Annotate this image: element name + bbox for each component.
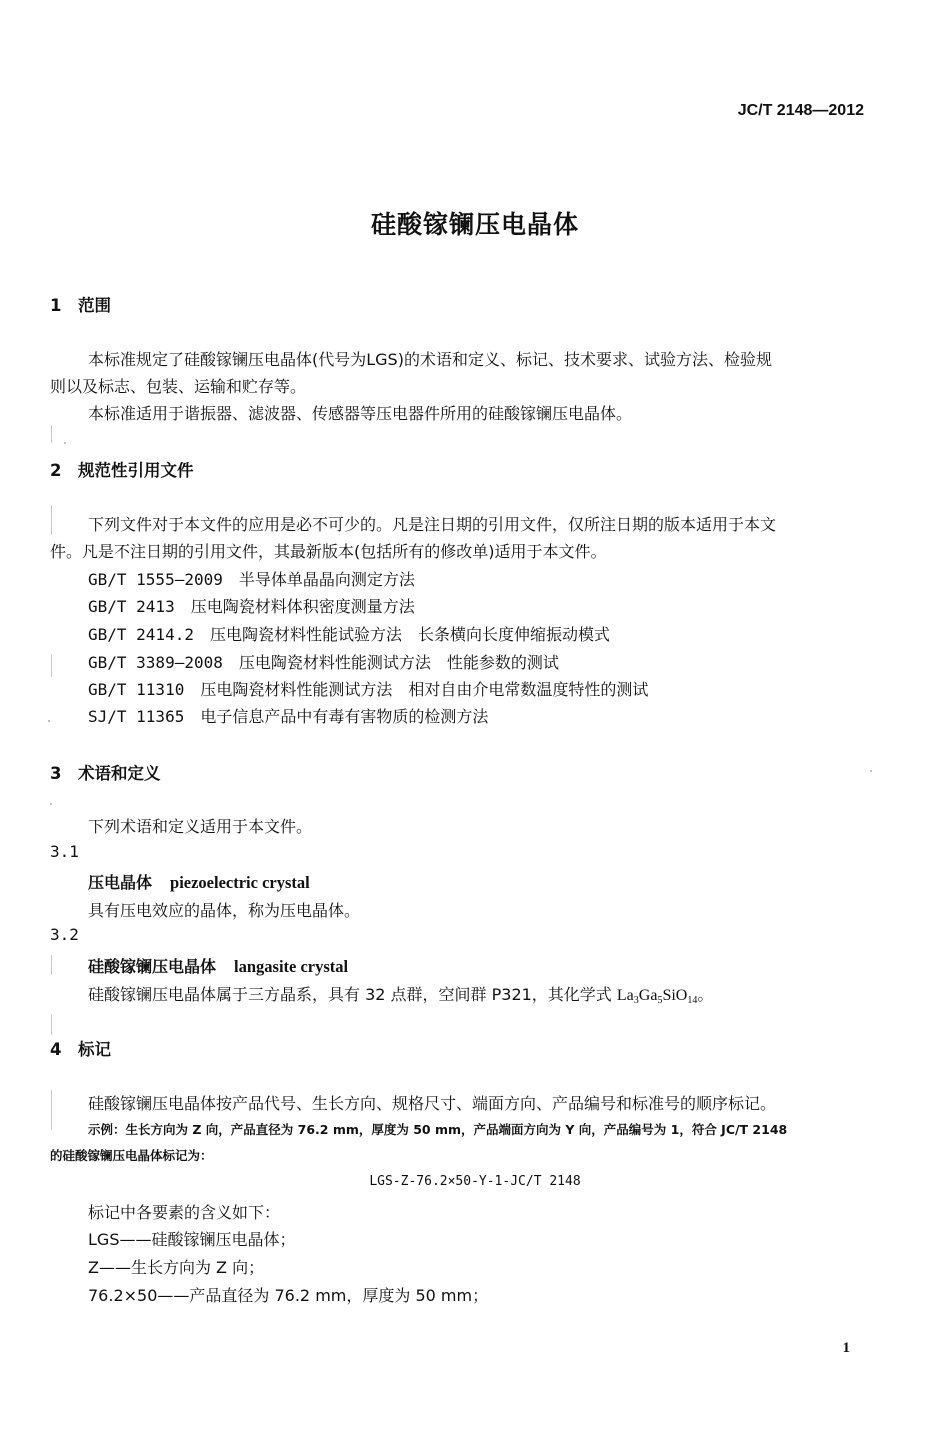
scope-paragraph-2: 本标准适用于谐振器、滤波器、传感器等压电器件所用的硅酸镓镧压电晶体。 [88, 404, 633, 423]
section-title: 术语和定义 [78, 764, 161, 783]
scan-artifact [51, 955, 52, 975]
scan-artifact [51, 505, 52, 535]
term-number: 3.2 [50, 925, 79, 944]
normative-intro-line-1: 下列文件对于本文件的应用是必不可少的。凡是注日期的引用文件，仅所注日期的版本适用于本文 [88, 515, 777, 534]
term-english: piezoelectric crystal [170, 873, 310, 892]
term-chinese: 硅酸镓镧压电晶体 [88, 957, 217, 976]
standard-number: JC/T 2148—2012 [737, 102, 864, 119]
scan-artifact [51, 655, 52, 677]
reference-item [88, 704, 488, 727]
section-title: 标记 [78, 1040, 111, 1059]
marking-string: LGS-Z-76.2×50-Y-1-JC/T 2148 [369, 1174, 581, 1189]
scope-paragraph-line-1: 本标准规定了硅酸镓镧压电晶体(代号为LGS)的术语和定义、标记、技术要求、试验方法、检验规 [88, 350, 772, 369]
reference-code: GB/T 11310 [88, 680, 185, 699]
section-4-heading [50, 1036, 111, 1060]
marking-example-line-1: 示例：生长方向为 Z 向，产品直径为 76.2 mm，厚度为 50 mm，产品端面方向为 Y 向，产品编号为 1，符合 JC/T 2148 [88, 1122, 788, 1137]
term-definition: 具有压电效应的晶体，称为压电晶体。 [88, 901, 361, 920]
reference-item [88, 567, 415, 590]
scan-artifact [48, 720, 50, 722]
term-number: 3.1 [50, 842, 79, 861]
section-number: 4 [50, 1040, 62, 1059]
section-number: 3 [50, 764, 62, 783]
reference-title: 压电陶瓷材料性能测试方法 相对自由介电常数温度特性的测试 [200, 680, 649, 699]
marking-meaning-item: Z——生长方向为 Z 向； [88, 1258, 265, 1277]
formula-la: La [616, 987, 634, 1004]
reference-code: GB/T 3389—2008 [88, 653, 223, 672]
document-title: 硅酸镓镧压电晶体 [370, 210, 579, 239]
scope-paragraph-line-2: 则以及标志、包装、运输和贮存等。 [50, 377, 307, 396]
term-english: langasite crystal [234, 957, 349, 976]
reference-code: GB/T 2413 [88, 597, 175, 616]
section-title: 范围 [78, 296, 111, 315]
section-number: 1 [50, 296, 62, 315]
formula-ga-subscript: 5 [657, 995, 663, 1006]
formula-ga: Ga [638, 987, 658, 1004]
marking-meaning-item: LGS——硅酸镓镧压电晶体； [88, 1230, 296, 1249]
formula-o-subscript: 14 [687, 995, 698, 1006]
scan-artifact [51, 1015, 52, 1035]
terms-intro: 下列术语和定义适用于本文件。 [88, 817, 313, 836]
reference-title: 压电陶瓷材料体积密度测量方法 [190, 597, 415, 616]
formula-la-subscript: 3 [633, 995, 639, 1006]
term-definition [88, 982, 713, 1006]
term-entry [88, 870, 310, 893]
reference-item [88, 622, 610, 645]
reference-item [88, 594, 415, 617]
formula-end: 。 [697, 985, 714, 1004]
definition-text: 硅酸镓镧压电晶体属于三方晶系，具有 32 点群，空间群 P321，其化学式 [88, 985, 617, 1004]
reference-item [88, 677, 648, 700]
scan-artifact [50, 803, 52, 805]
page-number: 1 [842, 1340, 850, 1356]
marking-paragraph: 硅酸镓镧压电晶体按产品代号、生长方向、规格尺寸、端面方向、产品编号和标准号的顺序标记。 [88, 1094, 777, 1113]
scan-artifact [870, 770, 872, 772]
section-title: 规范性引用文件 [78, 461, 194, 480]
section-number: 2 [50, 461, 62, 480]
reference-title: 电子信息产品中有毒有害物质的检测方法 [200, 707, 489, 726]
reference-code: GB/T 1555—2009 [88, 570, 223, 589]
reference-title: 半导体单晶晶向测定方法 [238, 570, 415, 589]
marking-example-line-2: 的硅酸镓镧压电晶体标记为： [50, 1148, 213, 1163]
scan-artifact [64, 442, 66, 444]
marking-meaning-item: 76.2×50——产品直径为 76.2 mm，厚度为 50 mm； [88, 1286, 489, 1305]
formula-sio: SiO [662, 987, 688, 1004]
section-2-heading [50, 457, 194, 481]
reference-title: 压电陶瓷材料性能测试方法 性能参数的测试 [238, 653, 559, 672]
marking-meaning-intro: 标记中各要素的含义如下： [88, 1203, 281, 1222]
section-3-heading [50, 760, 161, 784]
reference-code: SJ/T 11365 [88, 707, 185, 726]
term-entry [88, 954, 348, 977]
reference-title: 压电陶瓷材料性能试验方法 长条横向长度伸缩振动模式 [209, 625, 610, 644]
term-chinese: 压电晶体 [88, 873, 153, 892]
scan-artifact [51, 1090, 52, 1130]
normative-intro-line-2: 件。凡是不注日期的引用文件，其最新版本(包括所有的修改单)适用于本文件。 [50, 542, 607, 561]
reference-code: GB/T 2414.2 [88, 625, 194, 644]
scan-artifact [51, 425, 52, 443]
reference-item [88, 650, 559, 673]
section-1-heading [50, 292, 111, 316]
chemical-formula [617, 987, 697, 1004]
